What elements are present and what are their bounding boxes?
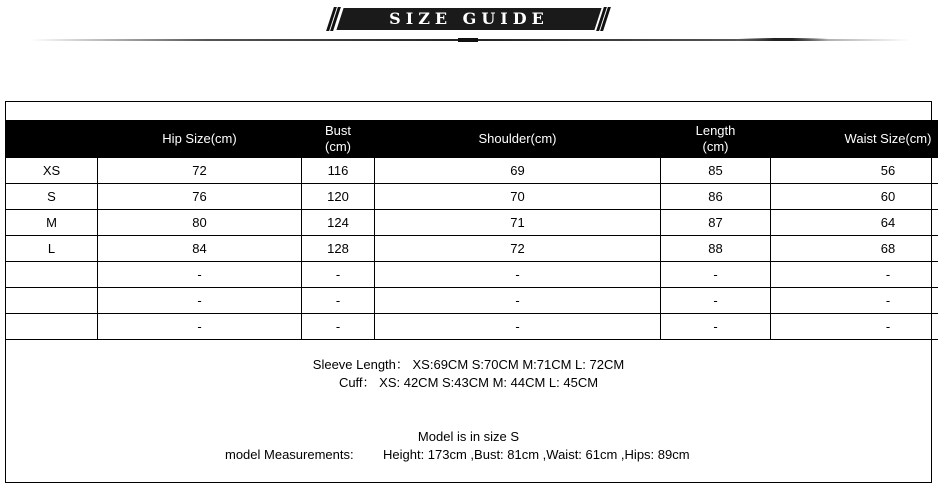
hip-cell: 80 [98,210,302,236]
table-row [6,184,938,210]
model-size-line: Model is in size S [417,429,520,444]
table-row [6,288,938,314]
table-header-row [6,121,938,158]
length-cell: - [661,288,771,314]
waist-cell: 68 [771,236,938,262]
table-row [6,236,938,262]
table-row [6,262,938,288]
bust-cell: - [302,288,375,314]
size-label-cell [6,314,98,340]
bust-cell: 120 [302,184,375,210]
bust-cell: 128 [302,236,375,262]
hip-cell: 84 [98,236,302,262]
shoulder-cell: 71 [375,210,661,236]
size-table [5,120,938,340]
column-header-size [6,121,98,158]
length-cell: - [661,314,771,340]
bust-cell: - [302,314,375,340]
bust-cell: 116 [302,158,375,184]
column-header-shoulder: Shoulder(cm) [375,121,661,158]
bust-cell: 124 [302,210,375,236]
column-header-bust: Bust (cm) [302,121,375,158]
table-row [6,314,938,340]
cuff-note: Cuff： XS: 42CM S:43CM M: 44CM L: 45CM [338,375,599,390]
length-cell: - [661,262,771,288]
banner-rule-accent [738,38,828,41]
table-row [6,158,938,184]
shoulder-cell: - [375,314,661,340]
waist-cell: 56 [771,158,938,184]
model-info [5,428,932,464]
size-label-cell: XS [6,158,98,184]
waist-cell: 64 [771,210,938,236]
size-label-cell: L [6,236,98,262]
measurement-notes [5,356,932,392]
size-guide-banner [0,0,938,60]
column-header-length: Length (cm) [661,121,771,158]
hip-cell: - [98,288,302,314]
model-measurements-row [5,446,932,464]
size-label-cell: M [6,210,98,236]
column-header-waist: Waist Size(cm) [771,121,938,158]
model-measurements-values: Height: 173cm ,Bust: 81cm ,Waist: 61cm ,Hips: 89cm [383,447,690,462]
size-label-cell [6,262,98,288]
size-label-cell [6,288,98,314]
hip-cell: - [98,314,302,340]
waist-cell: - [771,262,938,288]
shoulder-cell: 70 [375,184,661,210]
bust-cell: - [302,262,375,288]
model-measurements-label: model Measurements: [225,447,354,462]
waist-cell: 60 [771,184,938,210]
banner-rule-accent [458,38,478,42]
waist-cell: - [771,314,938,340]
sleeve-length-note: Sleeve Length： XS:69CM S:70CM M:71CM L: 72CM [312,357,625,372]
shoulder-cell: - [375,262,661,288]
hip-cell: - [98,262,302,288]
hip-cell: 72 [98,158,302,184]
page-title: SIZE GUIDE [389,9,549,28]
length-cell: 87 [661,210,771,236]
shoulder-cell: - [375,288,661,314]
waist-cell: - [771,288,938,314]
shoulder-cell: 69 [375,158,661,184]
size-label-cell: S [6,184,98,210]
shoulder-cell: 72 [375,236,661,262]
column-header-hip: Hip Size(cm) [98,121,302,158]
length-cell: 85 [661,158,771,184]
length-cell: 86 [661,184,771,210]
hip-cell: 76 [98,184,302,210]
length-cell: 88 [661,236,771,262]
table-row [6,210,938,236]
